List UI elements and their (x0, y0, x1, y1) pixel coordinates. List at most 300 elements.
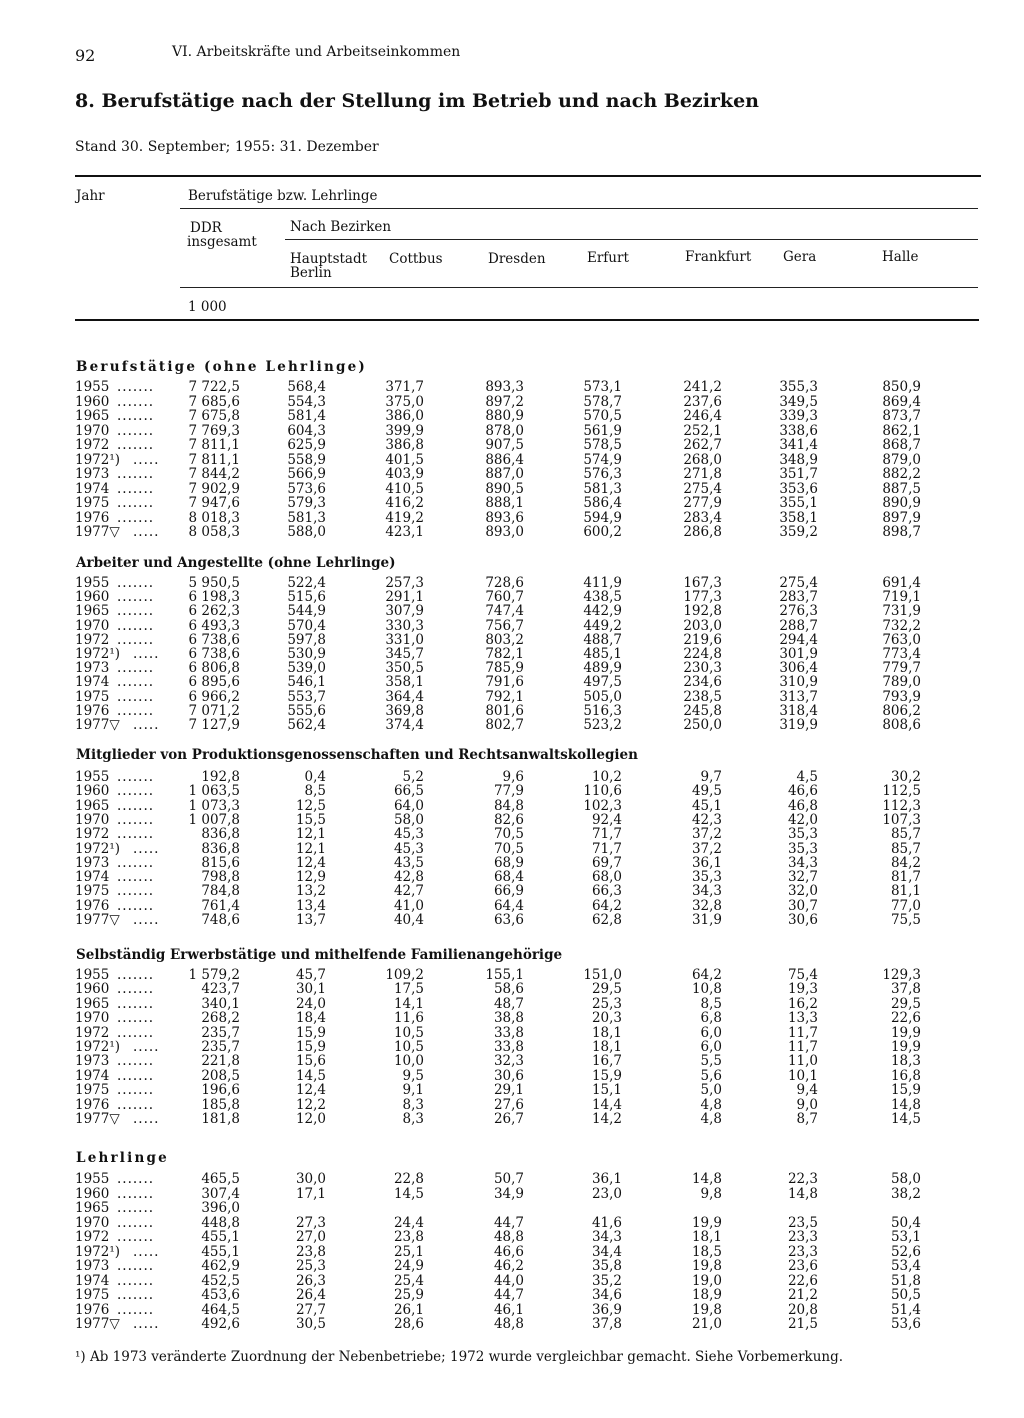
cell-bezirk-value: 12,1 (295, 826, 326, 843)
cell-bezirk-value: 34,4 (591, 1243, 622, 1260)
row-leader-dots: ....... (117, 702, 155, 719)
cell-bezirk-value: 331,0 (385, 631, 424, 648)
table-row (0, 675, 1024, 689)
cell-bezirk-value: 22,3 (787, 1171, 818, 1187)
cell-bezirk-value: 46,6 (493, 1243, 524, 1260)
cell-ddr-insgesamt: 5 950,5 (188, 575, 240, 591)
cell-bezirk-value: 246,4 (683, 408, 722, 424)
cell-bezirk-value: 351,7 (779, 466, 818, 482)
cell-bezirk-value: 581,3 (287, 509, 326, 526)
cell-bezirk-value: 4,8 (700, 1096, 722, 1113)
cell-bezirk-value: 898,7 (882, 524, 921, 540)
cell-bezirk-value: 36,9 (591, 1301, 622, 1318)
cell-bezirk-value: 782,1 (485, 646, 524, 662)
cell-bezirk-value: 53,6 (890, 1316, 921, 1332)
cell-bezirk-value: 42,7 (393, 883, 424, 900)
cell-bezirk-value: 237,6 (683, 393, 722, 410)
cell-bezirk-value: 69,7 (591, 854, 622, 871)
cell-bezirk-value: 568,4 (287, 379, 326, 395)
cell-bezirk-value: 763,0 (882, 631, 921, 648)
cell-bezirk-value: 6,0 (700, 1039, 722, 1055)
row-leader-dots: ....... (117, 1200, 155, 1216)
row-leader-dots: ..... (133, 1243, 160, 1260)
table-row (0, 813, 1024, 827)
row-year: 1960 (75, 1185, 110, 1202)
row-leader-dots: ....... (117, 1229, 155, 1245)
cell-bezirk-value: 26,3 (295, 1272, 326, 1289)
row-leader-dots: ..... (133, 717, 160, 733)
cell-bezirk-value: 10,5 (393, 1039, 424, 1055)
cell-bezirk-value: 14,8 (890, 1096, 921, 1113)
cell-bezirk-value: 8,3 (402, 1096, 424, 1113)
cell-bezirk-value: 8,5 (304, 783, 326, 800)
cell-bezirk-value: 44,7 (493, 1214, 524, 1231)
row-leader-dots: ....... (117, 660, 155, 677)
cell-bezirk-value: 386,0 (385, 408, 424, 424)
header-unit: 1 000 (188, 299, 227, 315)
cell-bezirk-value: 177,3 (683, 589, 722, 606)
header-rule-top (75, 175, 981, 177)
cell-bezirk-value: 555,6 (287, 702, 326, 719)
header-bezirk-dresden: Dresden (488, 251, 546, 267)
cell-bezirk-value: 586,4 (583, 495, 622, 511)
cell-bezirk-value: 81,7 (890, 869, 921, 886)
table-row (0, 704, 1024, 718)
cell-bezirk-value: 868,7 (882, 437, 921, 453)
cell-bezirk-value: 411,9 (583, 575, 622, 591)
cell-ddr-insgesamt: 7 071,2 (188, 702, 240, 719)
row-leader-dots: ..... (133, 1316, 160, 1332)
cell-bezirk-value: 51,4 (890, 1301, 921, 1318)
section-title: Selbständig Erwerbstätige und mithelfende Familienangehörige (76, 947, 563, 963)
cell-ddr-insgesamt: 208,5 (201, 1067, 240, 1084)
cell-bezirk-value: 283,7 (779, 589, 818, 606)
cell-bezirk-value: 581,3 (583, 480, 622, 497)
table-row (0, 1112, 1024, 1126)
cell-bezirk-value: 238,5 (683, 688, 722, 705)
cell-bezirk-value: 5,2 (402, 769, 424, 785)
row-year: 1970 (75, 1010, 110, 1027)
row-leader-dots: ..... (133, 840, 160, 857)
cell-bezirk-value: 81,1 (890, 883, 921, 900)
cell-ddr-insgesamt: 462,9 (201, 1258, 240, 1274)
cell-bezirk-value: 32,0 (787, 883, 818, 900)
cell-ddr-insgesamt: 6 198,3 (188, 589, 240, 606)
table-row (0, 395, 1024, 409)
table-row (0, 1011, 1024, 1025)
cell-ddr-insgesamt: 8 018,3 (188, 509, 240, 526)
table-row (0, 1288, 1024, 1302)
row-year: 1960 (75, 981, 110, 998)
cell-bezirk-value: 570,5 (583, 408, 622, 424)
cell-ddr-insgesamt: 784,8 (201, 883, 240, 900)
cell-bezirk-value: 268,0 (683, 451, 722, 468)
cell-bezirk-value: 803,2 (485, 631, 524, 648)
cell-bezirk-value: 44,7 (493, 1287, 524, 1303)
cell-bezirk-value: 58,0 (890, 1171, 921, 1187)
cell-bezirk-value: 573,1 (583, 379, 622, 395)
header-bezirk-frankfurt: Frankfurt (685, 249, 752, 265)
cell-bezirk-value: 75,5 (890, 912, 921, 928)
row-year: 1960 (75, 589, 110, 606)
table-row (0, 1274, 1024, 1288)
cell-bezirk-value: 9,8 (700, 1185, 722, 1202)
cell-bezirk-value: 728,6 (485, 575, 524, 591)
row-year: 1972 (75, 1024, 110, 1041)
cell-bezirk-value: 275,4 (683, 480, 722, 497)
cell-bezirk-value: 485,1 (583, 646, 622, 662)
cell-bezirk-value: 399,9 (385, 422, 424, 439)
cell-bezirk-value: 488,7 (583, 631, 622, 648)
cell-bezirk-value: 578,5 (583, 437, 622, 453)
cell-ddr-insgesamt: 492,6 (201, 1316, 240, 1332)
cell-bezirk-value: 25,1 (393, 1243, 424, 1260)
header-insgesamt: insgesamt (187, 234, 257, 250)
cell-bezirk-value: 873,7 (882, 408, 921, 424)
cell-bezirk-value: 330,3 (385, 617, 424, 634)
cell-bezirk-value: 732,2 (882, 617, 921, 634)
row-year: 1970 (75, 617, 110, 634)
cell-bezirk-value: 34,3 (787, 854, 818, 871)
cell-bezirk-value: 554,3 (287, 393, 326, 410)
cell-bezirk-value: 92,4 (591, 811, 622, 828)
cell-bezirk-value: 167,3 (683, 575, 722, 591)
table-row (0, 1172, 1024, 1186)
cell-bezirk-value: 307,9 (385, 603, 424, 620)
row-year: 1973 (75, 1258, 110, 1274)
cell-ddr-insgesamt: 464,5 (201, 1301, 240, 1318)
cell-bezirk-value: 731,9 (882, 603, 921, 620)
cell-bezirk-value: 77,9 (493, 783, 524, 800)
row-leader-dots: ....... (117, 1287, 155, 1303)
cell-bezirk-value: 23,8 (393, 1229, 424, 1245)
cell-bezirk-value: 21,2 (787, 1287, 818, 1303)
cell-bezirk-value: 30,7 (787, 897, 818, 914)
cell-bezirk-value: 6,0 (700, 1024, 722, 1041)
cell-ddr-insgesamt: 7 811,1 (188, 437, 240, 453)
cell-bezirk-value: 33,8 (493, 1024, 524, 1041)
row-leader-dots: ....... (117, 466, 155, 482)
table-row (0, 870, 1024, 884)
cell-bezirk-value: 8,3 (402, 1111, 424, 1127)
cell-bezirk-value: 12,4 (295, 1082, 326, 1099)
table-row (0, 1303, 1024, 1317)
table-row (0, 453, 1024, 467)
row-year: 1965 (75, 1200, 110, 1216)
footnote: ¹) Ab 1973 veränderte Zuordnung der Nebenbetriebe; 1972 wurde vergleichbar gemacht. Siehe Vorbemerkung. (75, 1349, 844, 1365)
cell-bezirk-value: 579,3 (287, 495, 326, 511)
cell-bezirk-value: 9,5 (402, 1067, 424, 1084)
cell-bezirk-value: 34,3 (691, 883, 722, 900)
table-row (0, 661, 1024, 675)
cell-bezirk-value: 18,4 (295, 1010, 326, 1027)
cell-bezirk-value: 625,9 (287, 437, 326, 453)
cell-bezirk-value: 15,5 (295, 811, 326, 828)
cell-bezirk-value: 14,8 (787, 1185, 818, 1202)
table-row (0, 899, 1024, 913)
row-year: 1955 (75, 379, 110, 395)
cell-ddr-insgesamt: 6 262,3 (188, 603, 240, 620)
cell-bezirk-value: 294,4 (779, 631, 818, 648)
cell-bezirk-value: 30,6 (787, 912, 818, 928)
cell-bezirk-value: 802,7 (485, 717, 524, 733)
cell-bezirk-value: 16,8 (890, 1067, 921, 1084)
cell-bezirk-value: 350,5 (385, 660, 424, 677)
header-rule-bottom (75, 319, 979, 321)
row-leader-dots: ....... (117, 1024, 155, 1041)
cell-bezirk-value: 37,2 (691, 826, 722, 843)
row-leader-dots: ..... (133, 912, 160, 928)
cell-bezirk-value: 14,5 (295, 1067, 326, 1084)
row-year: 1972 (75, 1229, 110, 1245)
section-title: Arbeiter und Angestellte (ohne Lehrlinge) (76, 555, 396, 571)
cell-bezirk-value: 70,5 (493, 826, 524, 843)
cell-ddr-insgesamt: 396,0 (201, 1200, 240, 1216)
cell-ddr-insgesamt: 815,6 (201, 854, 240, 871)
table-row (0, 633, 1024, 647)
cell-bezirk-value: 760,7 (485, 589, 524, 606)
cell-bezirk-value: 38,8 (493, 1010, 524, 1027)
cell-bezirk-value: 348,9 (779, 451, 818, 468)
cell-bezirk-value: 66,3 (591, 883, 622, 900)
cell-bezirk-value: 32,3 (493, 1053, 524, 1070)
row-leader-dots: ....... (117, 883, 155, 900)
row-year: 1974 (75, 1067, 110, 1084)
cell-bezirk-value: 588,0 (287, 524, 326, 540)
table-row (0, 467, 1024, 481)
cell-bezirk-value: 45,3 (393, 826, 424, 843)
cell-bezirk-value: 84,8 (493, 797, 524, 814)
row-year: 1977▽ (75, 1316, 120, 1332)
row-leader-dots: ....... (117, 1010, 155, 1027)
table-row (0, 982, 1024, 996)
row-leader-dots: ....... (117, 1272, 155, 1289)
cell-bezirk-value: 52,6 (890, 1243, 921, 1260)
cell-bezirk-value: 64,2 (591, 897, 622, 914)
cell-bezirk-value: 566,9 (287, 466, 326, 482)
cell-bezirk-value: 10,8 (691, 981, 722, 998)
cell-ddr-insgesamt: 181,8 (201, 1111, 240, 1127)
row-year: 1977▽ (75, 524, 120, 540)
cell-bezirk-value: 129,3 (882, 967, 921, 983)
cell-bezirk-value: 553,7 (287, 688, 326, 705)
cell-bezirk-value: 497,5 (583, 674, 622, 691)
cell-bezirk-value: 82,6 (493, 811, 524, 828)
table-row (0, 1098, 1024, 1112)
cell-bezirk-value: 386,8 (385, 437, 424, 453)
row-year: 1972 (75, 631, 110, 648)
cell-bezirk-value: 691,4 (882, 575, 921, 591)
cell-bezirk-value: 353,6 (779, 480, 818, 497)
cell-bezirk-value: 562,4 (287, 717, 326, 733)
cell-bezirk-value: 155,1 (485, 967, 524, 983)
cell-bezirk-value: 252,1 (683, 422, 722, 439)
page-number: 92 (75, 46, 96, 65)
table-row (0, 590, 1024, 604)
row-leader-dots: ....... (117, 797, 155, 814)
row-leader-dots: ....... (117, 1082, 155, 1099)
cell-bezirk-value: 62,8 (591, 912, 622, 928)
row-year: 1955 (75, 769, 110, 785)
cell-bezirk-value: 516,3 (583, 702, 622, 719)
cell-bezirk-value: 30,2 (890, 769, 921, 785)
cell-bezirk-value: 25,9 (393, 1287, 424, 1303)
cell-bezirk-value: 793,9 (882, 688, 921, 705)
cell-bezirk-value: 893,6 (485, 509, 524, 526)
table-row (0, 438, 1024, 452)
cell-bezirk-value: 27,0 (295, 1229, 326, 1245)
cell-bezirk-value: 77,0 (890, 897, 921, 914)
row-year: 1977▽ (75, 1111, 120, 1127)
cell-bezirk-value: 14,5 (890, 1111, 921, 1127)
cell-bezirk-value: 747,4 (485, 603, 524, 620)
cell-bezirk-value: 20,8 (787, 1301, 818, 1318)
cell-ddr-insgesamt: 6 806,8 (188, 660, 240, 677)
cell-bezirk-value: 401,5 (385, 451, 424, 468)
cell-bezirk-value: 890,5 (485, 480, 524, 497)
table-row (0, 647, 1024, 661)
cell-ddr-insgesamt: 453,6 (201, 1287, 240, 1303)
cell-bezirk-value: 28,6 (393, 1316, 424, 1332)
cell-bezirk-value: 33,8 (493, 1039, 524, 1055)
cell-ddr-insgesamt: 235,7 (201, 1039, 240, 1055)
cell-bezirk-value: 22,6 (787, 1272, 818, 1289)
cell-bezirk-value: 37,2 (691, 840, 722, 857)
cell-bezirk-value: 882,2 (882, 466, 921, 482)
cell-ddr-insgesamt: 798,8 (201, 869, 240, 886)
row-leader-dots: ....... (117, 631, 155, 648)
cell-bezirk-value: 371,7 (385, 379, 424, 395)
cell-bezirk-value: 109,2 (385, 967, 424, 983)
row-leader-dots: ....... (117, 480, 155, 497)
cell-bezirk-value: 29,5 (890, 995, 921, 1012)
cell-bezirk-value: 358,1 (779, 509, 818, 526)
cell-bezirk-value: 45,7 (295, 967, 326, 983)
cell-bezirk-value: 791,6 (485, 674, 524, 691)
table-row (0, 604, 1024, 618)
cell-bezirk-value: 13,2 (295, 883, 326, 900)
cell-ddr-insgesamt: 7 947,6 (188, 495, 240, 511)
cell-ddr-insgesamt: 455,1 (201, 1229, 240, 1245)
cell-bezirk-value: 21,0 (691, 1316, 722, 1332)
cell-bezirk-value: 25,3 (295, 1258, 326, 1274)
table-row (0, 770, 1024, 784)
cell-bezirk-value: 107,3 (882, 811, 921, 828)
cell-bezirk-value: 505,0 (583, 688, 622, 705)
cell-bezirk-value: 0,4 (304, 769, 326, 785)
cell-bezirk-value: 756,7 (485, 617, 524, 634)
table-row (0, 576, 1024, 590)
cell-bezirk-value: 5,6 (700, 1067, 722, 1084)
cell-bezirk-value: 773,4 (882, 646, 921, 662)
cell-ddr-insgesamt: 268,2 (201, 1010, 240, 1027)
row-year: 1973 (75, 1053, 110, 1070)
table-row (0, 496, 1024, 510)
header-rule-group (180, 208, 978, 209)
cell-bezirk-value: 869,4 (882, 393, 921, 410)
cell-bezirk-value: 18,1 (591, 1039, 622, 1055)
row-leader-dots: ....... (117, 688, 155, 705)
cell-bezirk-value: 32,7 (787, 869, 818, 886)
row-leader-dots: ....... (117, 769, 155, 785)
table-row (0, 913, 1024, 927)
cell-bezirk-value: 41,0 (393, 897, 424, 914)
row-year: 1974 (75, 1272, 110, 1289)
cell-bezirk-value: 112,5 (882, 783, 921, 800)
cell-bezirk-value: 13,7 (295, 912, 326, 928)
cell-bezirk-value: 12,0 (295, 1111, 326, 1127)
cell-bezirk-value: 403,9 (385, 466, 424, 482)
row-leader-dots: ....... (117, 967, 155, 983)
cell-bezirk-value: 489,9 (583, 660, 622, 677)
cell-bezirk-value: 24,4 (393, 1214, 424, 1231)
cell-ddr-insgesamt: 6 895,6 (188, 674, 240, 691)
cell-bezirk-value: 25,4 (393, 1272, 424, 1289)
cell-bezirk-value: 801,6 (485, 702, 524, 719)
header-nach-bezirken: Nach Bezirken (290, 219, 392, 235)
cell-bezirk-value: 18,5 (691, 1243, 722, 1260)
cell-bezirk-value: 19,8 (691, 1301, 722, 1318)
row-year: 1975 (75, 1082, 110, 1099)
row-year: 1972¹) (75, 1243, 121, 1260)
cell-bezirk-value: 339,3 (779, 408, 818, 424)
cell-bezirk-value: 84,2 (890, 854, 921, 871)
cell-bezirk-value: 4,5 (796, 769, 818, 785)
row-leader-dots: ....... (117, 1171, 155, 1187)
cell-ddr-insgesamt: 455,1 (201, 1243, 240, 1260)
cell-bezirk-value: 24,0 (295, 995, 326, 1012)
header-bezirk-halle: Halle (882, 249, 919, 265)
cell-bezirk-value: 10,5 (393, 1024, 424, 1041)
cell-bezirk-value: 219,6 (683, 631, 722, 648)
cell-bezirk-value: 85,7 (890, 826, 921, 843)
table-row (0, 1201, 1024, 1215)
cell-bezirk-value: 34,9 (493, 1185, 524, 1202)
cell-bezirk-value: 12,5 (295, 797, 326, 814)
cell-bezirk-value: 35,8 (591, 1258, 622, 1274)
cell-bezirk-value: 51,8 (890, 1272, 921, 1289)
cell-bezirk-value: 862,1 (882, 422, 921, 439)
cell-bezirk-value: 49,5 (691, 783, 722, 800)
cell-bezirk-value: 48,7 (493, 995, 524, 1012)
row-leader-dots: ....... (117, 575, 155, 591)
table-row (0, 799, 1024, 813)
cell-bezirk-value: 275,4 (779, 575, 818, 591)
header-bezirk-gera: Gera (783, 249, 817, 265)
cell-bezirk-value: 36,1 (691, 854, 722, 871)
cell-bezirk-value: 416,2 (385, 495, 424, 511)
cell-bezirk-value: 41,6 (591, 1214, 622, 1231)
cell-bezirk-value: 241,2 (683, 379, 722, 395)
cell-bezirk-value: 29,5 (591, 981, 622, 998)
cell-bezirk-value: 515,6 (287, 589, 326, 606)
cell-bezirk-value: 11,0 (787, 1053, 818, 1070)
cell-bezirk-value: 26,7 (493, 1111, 524, 1127)
row-year: 1973 (75, 854, 110, 871)
table-row (0, 424, 1024, 438)
cell-bezirk-value: 604,3 (287, 422, 326, 439)
row-leader-dots: ....... (117, 1185, 155, 1202)
cell-bezirk-value: 19,8 (691, 1258, 722, 1274)
table-row (0, 1040, 1024, 1054)
cell-bezirk-value: 18,9 (691, 1287, 722, 1303)
cell-ddr-insgesamt: 235,7 (201, 1024, 240, 1041)
cell-bezirk-value: 318,4 (779, 702, 818, 719)
cell-bezirk-value: 597,8 (287, 631, 326, 648)
cell-bezirk-value: 35,3 (787, 840, 818, 857)
cell-bezirk-value: 558,9 (287, 451, 326, 468)
table-row (0, 1187, 1024, 1201)
